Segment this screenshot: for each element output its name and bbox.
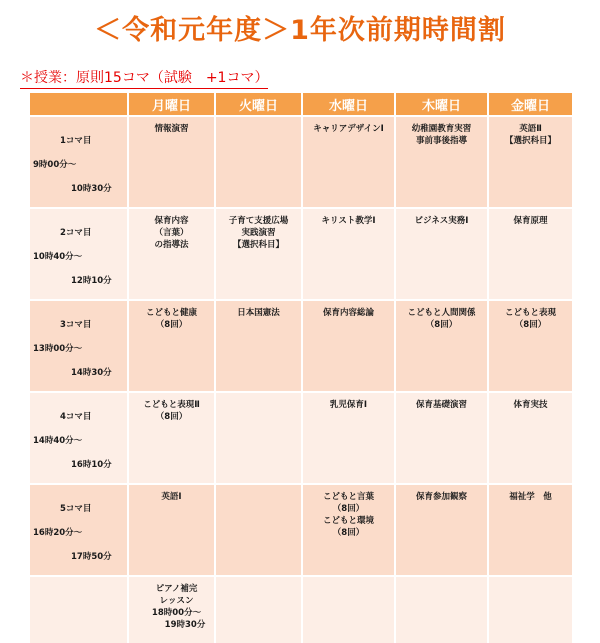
class-cell-thursday: ビジネス実務Ⅰ — [395, 208, 488, 300]
header-monday: 月曜日 — [128, 93, 215, 116]
class-cell-friday: 福祉学 他 — [488, 484, 573, 576]
period-cell — [30, 116, 128, 208]
class-cell-tuesday — [215, 576, 302, 643]
class-cell-wednesday: こどもと言葉 （8回） こどもと環境 （8回） — [302, 484, 395, 576]
timetable-row-extra — [30, 576, 573, 643]
period-name: 2コマ目 — [60, 228, 92, 238]
class-cell-tuesday: 子育て支援広場 実践演習 【選択科目】 — [215, 208, 302, 300]
class-cell-wednesday — [302, 576, 395, 643]
period-name: 5コマ目 — [60, 504, 92, 514]
class-cell-monday: 保育内容 （言葉） の指導法 — [128, 208, 215, 300]
class-cell-monday: こどもと健康 （8回） — [128, 300, 215, 392]
period-end: 12時10分 — [71, 276, 112, 286]
period-start: 9時00分～ — [33, 160, 77, 170]
class-cell-monday: 英語Ⅰ — [128, 484, 215, 576]
period-end: 14時30分 — [71, 368, 112, 378]
period-start: 14時40分～ — [33, 436, 83, 446]
period-name: 1コマ目 — [60, 136, 92, 146]
class-cell-thursday: 幼稚園教育実習 事前事後指導 — [395, 116, 488, 208]
class-cell-thursday: 保育参加観察 — [395, 484, 488, 576]
class-cell-tuesday — [215, 484, 302, 576]
period-start: 10時40分～ — [33, 252, 83, 262]
class-cell-friday: こどもと表現 （8回） — [488, 300, 573, 392]
timetable-row-period-4 — [30, 392, 573, 484]
class-cell-monday: こどもと表現Ⅱ （8回） — [128, 392, 215, 484]
period-cell — [30, 484, 128, 576]
timetable-header-row — [30, 93, 573, 116]
class-cell-thursday: こどもと人間関係 （8回） — [395, 300, 488, 392]
period-name: 3コマ目 — [60, 320, 92, 330]
timetable-row-period-3 — [30, 300, 573, 392]
class-cell-friday: 保育原理 — [488, 208, 573, 300]
class-cell-tuesday: 日本国憲法 — [215, 300, 302, 392]
header-wednesday: 水曜日 — [302, 93, 395, 116]
period-start: 13時00分～ — [33, 344, 83, 354]
period-cell — [30, 392, 128, 484]
period-end: 16時10分 — [71, 460, 112, 470]
period-cell — [30, 208, 128, 300]
class-cell-wednesday: キャリアデザインⅠ — [302, 116, 395, 208]
class-cell-thursday: 保育基礎演習 — [395, 392, 488, 484]
period-start: 16時20分～ — [33, 528, 83, 538]
header-corner — [30, 93, 128, 116]
class-cell-wednesday: 乳児保育Ⅰ — [302, 392, 395, 484]
timetable-row-period-5 — [30, 484, 573, 576]
period-end: 10時30分 — [71, 184, 112, 194]
period-cell — [30, 300, 128, 392]
class-cell-friday — [488, 576, 573, 643]
timetable — [30, 93, 574, 643]
period-end: 17時50分 — [71, 552, 112, 562]
header-tuesday: 火曜日 — [215, 93, 302, 116]
header-friday: 金曜日 — [488, 93, 573, 116]
page-title: ＜令和元年度＞1年次前期時間割 — [94, 15, 506, 46]
class-cell-tuesday — [215, 392, 302, 484]
class-cell-monday: 情報演習 — [128, 116, 215, 208]
timetable-row-period-1 — [30, 116, 573, 208]
class-note: ＊授業：原則15コマ（試験 +1コマ） — [20, 67, 268, 89]
period-cell — [30, 576, 128, 643]
header-thursday: 木曜日 — [395, 93, 488, 116]
class-cell-friday: 体育実技 — [488, 392, 573, 484]
class-cell-friday: 英語Ⅱ 【選択科目】 — [488, 116, 573, 208]
class-cell-thursday — [395, 576, 488, 643]
class-cell-monday: ピアノ補完 レッスン 18時00分～ 19時30分 — [128, 576, 215, 643]
period-name: 4コマ目 — [60, 412, 92, 422]
class-cell-wednesday: キリスト教学Ⅰ — [302, 208, 395, 300]
class-cell-tuesday — [215, 116, 302, 208]
class-cell-wednesday: 保育内容総論 — [302, 300, 395, 392]
timetable-row-period-2 — [30, 208, 573, 300]
